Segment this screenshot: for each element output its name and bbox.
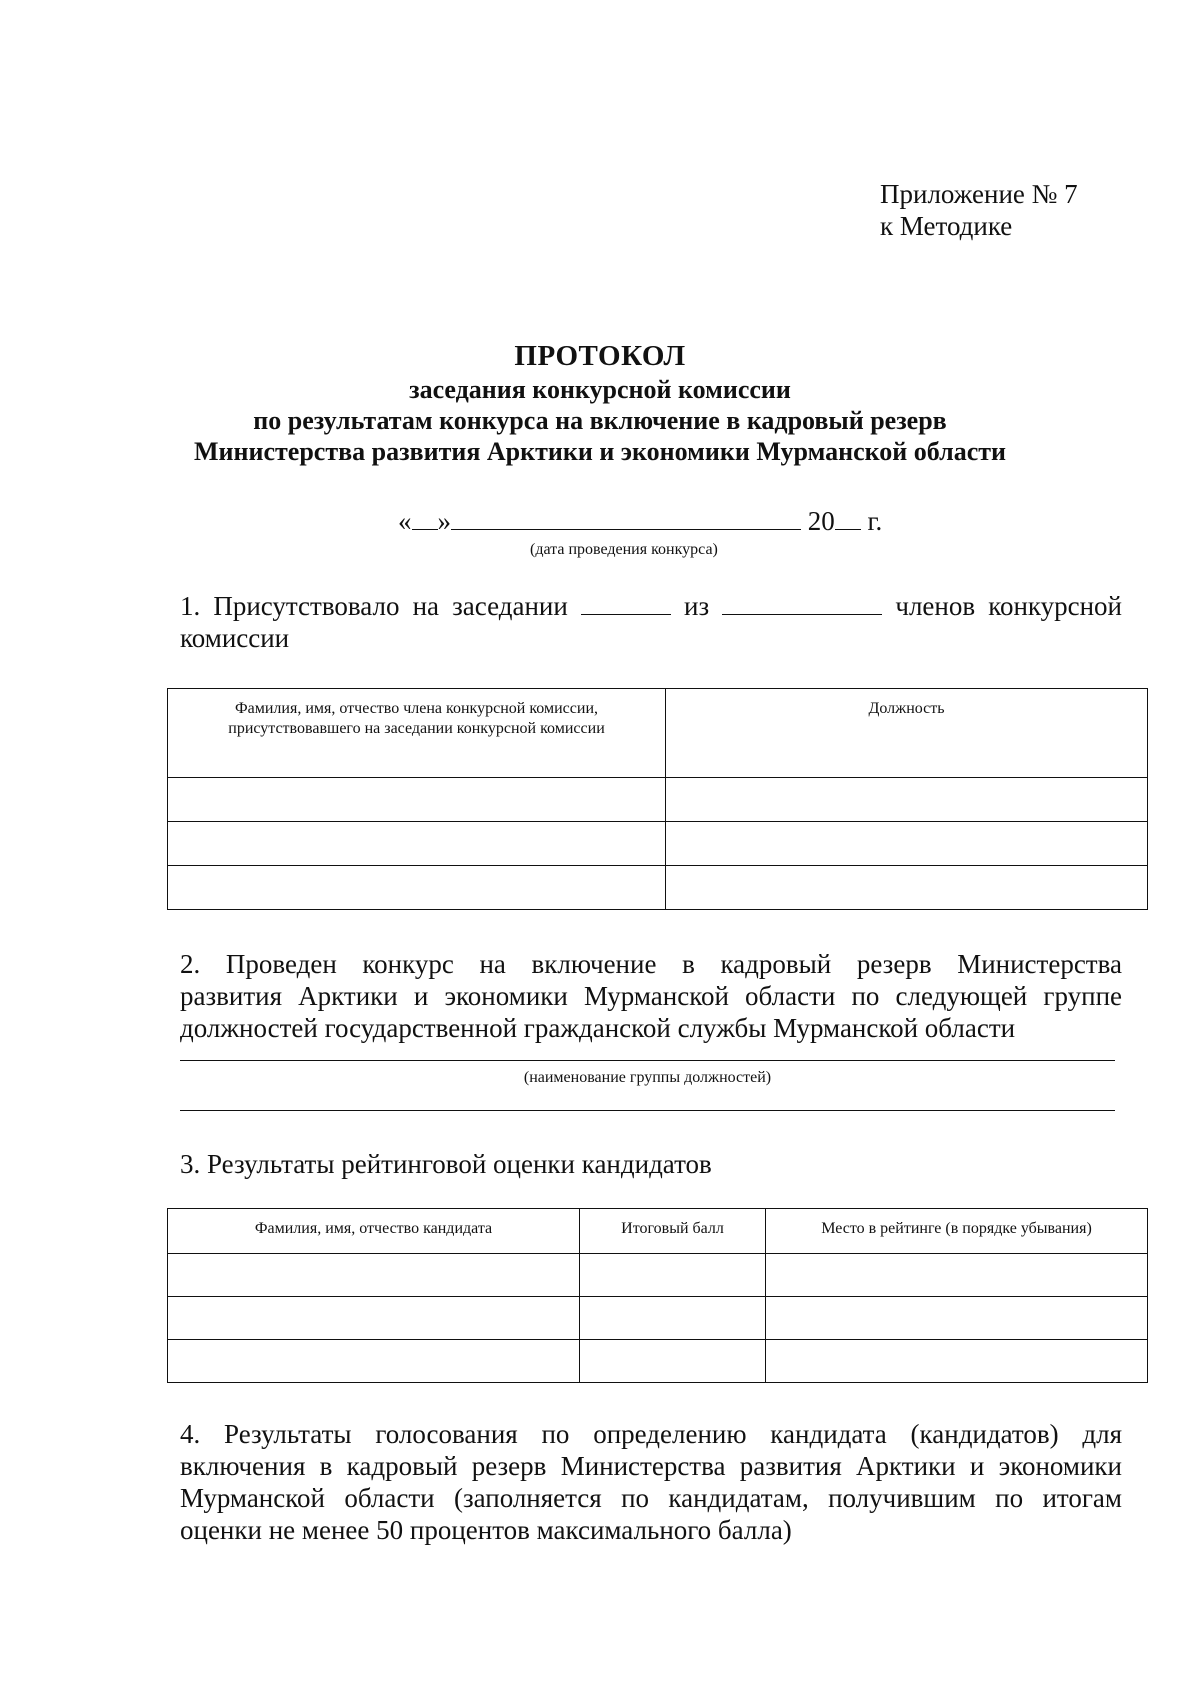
- position-group-caption: (наименование группы должностей): [523, 1069, 772, 1086]
- title-line-3: Министерства развития Арктики и экономики Мурманской области: [194, 437, 1006, 466]
- section-4-text: [180, 1418, 1122, 1546]
- col-header-final-score: Итоговый балл: [580, 1209, 766, 1254]
- section-4-line-2: включения в кадровый резерв Министерства развития Арктики и экономики: [180, 1451, 1122, 1481]
- col-header-rating-place: Место в рейтинге (в порядке убывания): [766, 1209, 1148, 1254]
- position-group-blank-2[interactable]: [180, 1110, 1115, 1111]
- rating-place-cell[interactable]: [766, 1297, 1148, 1340]
- appendix-subtitle: к Методике: [880, 211, 1013, 241]
- final-score-cell[interactable]: [580, 1254, 766, 1297]
- member-name-cell[interactable]: [168, 778, 666, 822]
- day-blank[interactable]: [412, 506, 438, 530]
- table-row: [168, 1297, 1148, 1340]
- title-main: ПРОТОКОЛ: [514, 340, 686, 372]
- table-row: [168, 778, 1148, 822]
- table-row: [168, 866, 1148, 910]
- rating-place-cell[interactable]: [766, 1254, 1148, 1297]
- section-2-text: [180, 948, 1122, 1044]
- table-row: [168, 1254, 1148, 1297]
- section-2-line-2: развития Арктики и экономики Мурманской области по следующей группе: [180, 981, 1122, 1011]
- section-4-line-3: Мурманской области (заполняется по кандидатам, получившим по итогам: [180, 1483, 1122, 1513]
- section-3-heading-text: 3. Результаты рейтинговой оценки кандидатов: [180, 1149, 712, 1179]
- appendix-number: Приложение № 7: [880, 179, 1078, 209]
- member-name-cell[interactable]: [168, 822, 666, 866]
- date-open-quote: «: [398, 506, 412, 536]
- section-1-line-2: комиссии: [180, 623, 290, 653]
- section-4-line-1: 4. Результаты голосования по определению кандидата (кандидатов) для: [180, 1419, 1122, 1449]
- member-name-cell[interactable]: [168, 866, 666, 910]
- col-header-member-name: Фамилия, имя, отчество члена конкурсной комиссии, присутствовавшего на заседании конкурсной комиссии: [168, 689, 666, 778]
- section-4-line-4: оценки не менее 50 процентов максимального балла): [180, 1515, 792, 1545]
- rating-results-table: [167, 1208, 1148, 1383]
- table-row: [168, 822, 1148, 866]
- date-close-quote: »: [437, 506, 451, 536]
- table-header-row: [168, 1209, 1148, 1254]
- col-header-position: Должность: [666, 689, 1148, 778]
- section-2-line-3: должностей государственной гражданской службы Мурманской области: [180, 1013, 1016, 1043]
- month-blank[interactable]: [451, 506, 801, 530]
- document-title: [150, 338, 1050, 467]
- section-1-part-c: членов конкурсной: [895, 591, 1123, 621]
- candidate-name-cell[interactable]: [168, 1254, 580, 1297]
- year-suffix: г.: [867, 506, 883, 536]
- section-3-heading: [180, 1148, 1122, 1180]
- rating-place-cell[interactable]: [766, 1340, 1148, 1383]
- section-2-line-1: 2. Проведен конкурс на включение в кадровый резерв Министерства: [180, 949, 1122, 979]
- member-position-cell[interactable]: [666, 822, 1148, 866]
- section-1-part-a: 1. Присутствовало на заседании: [180, 591, 568, 621]
- table-header-row: [168, 689, 1148, 778]
- member-position-cell[interactable]: [666, 866, 1148, 910]
- candidate-name-cell[interactable]: [168, 1340, 580, 1383]
- title-line-2: по результатам конкурса на включение в кадровый резерв: [253, 406, 947, 435]
- date-line: [398, 505, 882, 537]
- title-line-1: заседания конкурсной комиссии: [409, 375, 791, 404]
- col-header-candidate-name: Фамилия, имя, отчество кандидата: [168, 1209, 580, 1254]
- appendix-reference: [880, 178, 1078, 242]
- total-members-blank[interactable]: [722, 591, 882, 615]
- member-position-cell[interactable]: [666, 778, 1148, 822]
- section-1-part-b: из: [684, 591, 710, 621]
- final-score-cell[interactable]: [580, 1340, 766, 1383]
- present-count-blank[interactable]: [581, 591, 671, 615]
- section-1-line-1: [180, 590, 1122, 622]
- year-blank[interactable]: [835, 506, 861, 530]
- candidate-name-cell[interactable]: [168, 1297, 580, 1340]
- section-1-text: [180, 590, 1122, 654]
- date-caption: (дата проведения конкурса): [530, 541, 718, 558]
- year-prefix: 20: [807, 506, 835, 536]
- commission-members-table: [167, 688, 1148, 910]
- table-row: [168, 1340, 1148, 1383]
- position-group-blank-1[interactable]: [180, 1060, 1115, 1061]
- final-score-cell[interactable]: [580, 1297, 766, 1340]
